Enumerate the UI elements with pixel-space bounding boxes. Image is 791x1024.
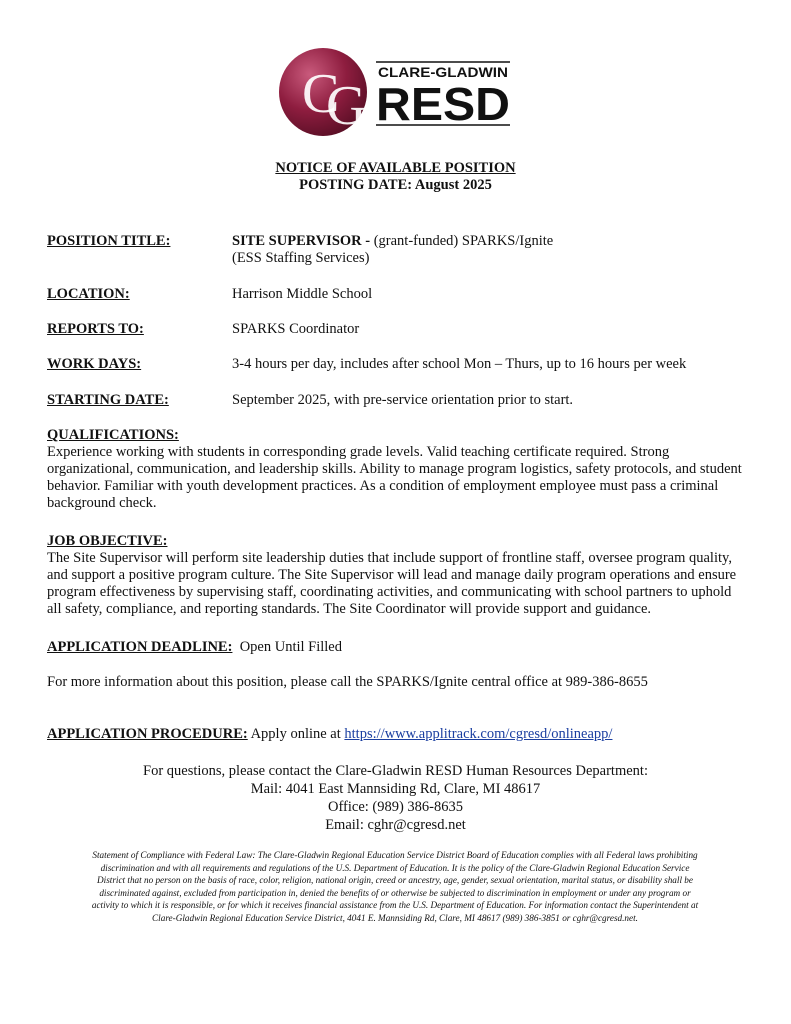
contact-block: [0, 762, 791, 834]
work-days-label: WORK DAYS:: [47, 356, 142, 372]
compliance-line-1: Statement of Compliance with Federal Law: The Clare-Gladwin Regional Education Service District Board of Education complies with all Federal laws prohibiting: [92, 850, 698, 860]
logo-initial-c: C: [302, 63, 340, 125]
reports-to-value: SPARKS Coordinator: [232, 321, 360, 337]
application-deadline-value: Open Until Filled: [239, 639, 342, 655]
work-days-value: 3-4 hours per day, includes after school Mon – Thurs, up to 16 hours per week: [232, 356, 687, 372]
location-label: LOCATION:: [47, 286, 130, 302]
location-value: Harrison Middle School: [232, 286, 373, 302]
more-info-text: For more information about this position, please call the SPARKS/Ignite central office at 989-386-8655: [47, 674, 648, 690]
starting-date-label: STARTING DATE:: [47, 392, 169, 408]
notice-title-text: NOTICE OF AVAILABLE POSITION: [275, 160, 516, 176]
contact-mail: Mail: 4041 East Mannsiding Rd, Clare, MI 48617: [250, 781, 541, 797]
position-title-bold: SITE SUPERVISOR -: [232, 233, 371, 249]
position-title-rest: (grant-funded) SPARKS/Ignite: [370, 233, 554, 249]
compliance-statement: [50, 849, 740, 925]
position-title-line2: (ESS Staffing Services): [232, 250, 370, 266]
application-procedure: [47, 726, 747, 743]
compliance-line-6: Clare-Gladwin Regional Education Service District, 4041 E. Mannsiding Rd, Clare, MI 48617 (989) 386-3851 or cghr@cgresd.net.: [152, 912, 638, 923]
logo-org-line1: CLARE-GLADWIN: [378, 64, 508, 80]
notice-title: [0, 160, 791, 177]
logo-org-line2: RESD: [376, 78, 510, 130]
logo-graphic: [278, 46, 514, 138]
application-url-link[interactable]: https://www.applitrack.com/cgresd/onlineapp/: [344, 726, 613, 742]
contact-office: Office: (989) 386-8635: [327, 799, 464, 815]
qualifications-section: [47, 427, 747, 512]
clare-gladwin-resd-logo: [278, 46, 514, 138]
job-objective-text: The Site Supervisor will perform site leadership duties that include support of frontline staff, oversee program quality, and support a positive program culture. The Site Supervisor will lead and manage daily program operations and ensure program effectiveness by supervising staff, coordinating activities, and communicating with school partners to uphold all safety, compliance, and reporting standards. The Site Coordinator will provide support and guidance.: [47, 550, 737, 617]
position-title-value: [232, 233, 553, 250]
qualifications-text: Experience working with students in corresponding grade levels. Valid teaching certificate required. Strong organizational, communication, and leadership skills. Ability to manage program logistics, safety protocols, and student behavior. Familiar with youth development practices. As a condition of employment employee must pass a criminal background check.: [47, 444, 742, 511]
qualifications-label: QUALIFICATIONS:: [47, 427, 179, 443]
posting-date: POSTING DATE: August 2025: [299, 177, 492, 193]
compliance-line-3: District that no person on the basis of race, color, religion, national origin, creed or ancestry, age, gender, sexual orientation, marital status, or disability shall be: [97, 875, 693, 886]
application-deadline-label: APPLICATION DEADLINE:: [47, 639, 233, 655]
application-procedure-label: APPLICATION PROCEDURE:: [47, 726, 248, 742]
compliance-line-2: discrimination and with all requirements and regulations of the U.S. Department of Education. It is the policy of the Clare-Gladwin Regional Education Service: [100, 862, 690, 873]
application-deadline: [47, 639, 747, 656]
position-title-label: POSITION TITLE:: [47, 233, 171, 249]
starting-date-value: September 2025, with pre-service orientation prior to start.: [232, 392, 574, 408]
compliance-line-5: activity to which it is responsible, or for which it receives financial assistance from the U.S. Department of Education. For information contact the Superintendent at: [91, 900, 699, 911]
logo-initial-g: G: [326, 75, 367, 137]
contact-intro: For questions, please contact the Clare-Gladwin RESD Human Resources Department:: [143, 763, 648, 779]
application-procedure-text: Apply online at: [250, 726, 341, 742]
reports-to-label: REPORTS TO:: [47, 321, 144, 337]
contact-email: Email: cghr@cgresd.net: [325, 817, 466, 833]
job-objective-section: [47, 533, 747, 618]
job-objective-label: JOB OBJECTIVE:: [47, 533, 168, 549]
compliance-line-4: discriminated against, excluded from participation in, denied the benefits of or otherwise be subjected to discrimination in employment or under any program or: [99, 887, 691, 898]
